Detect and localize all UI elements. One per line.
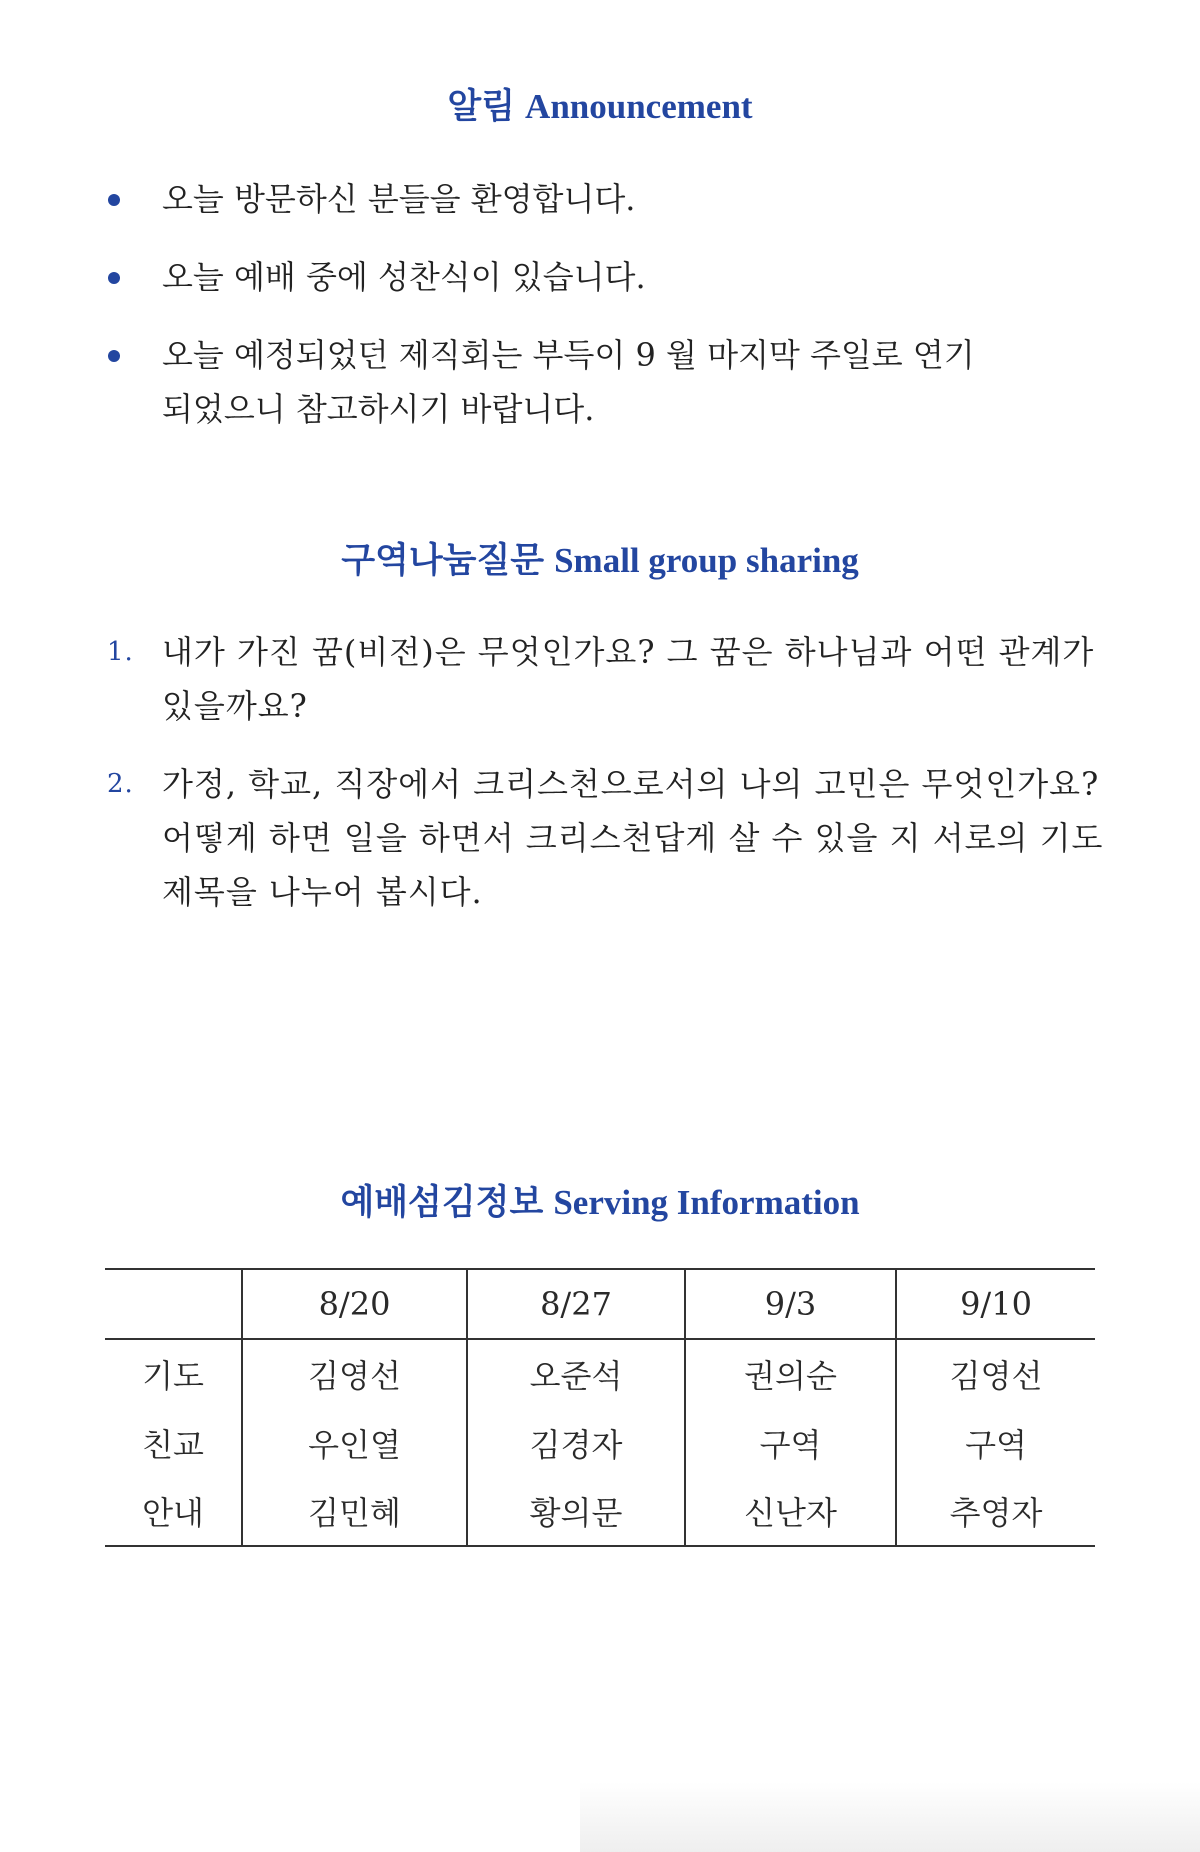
question-number: 2. xyxy=(107,769,134,799)
announcement-item xyxy=(104,250,1104,304)
sharing-title-en: Small group sharing xyxy=(554,541,859,580)
name-cell: 추영자 xyxy=(896,1477,1095,1546)
announcement-title-en: Announcement xyxy=(525,87,753,126)
table-row xyxy=(105,1477,1095,1546)
date-header: 9/3 xyxy=(685,1269,896,1339)
name-cell: 구역 xyxy=(685,1408,896,1477)
serving-title xyxy=(0,1182,1200,1224)
announcement-item-text: 오늘 예배 중에 성찬식이 있습니다. xyxy=(162,258,646,296)
table-row xyxy=(105,1408,1095,1477)
name-cell: 오준석 xyxy=(467,1339,685,1408)
sharing-title xyxy=(0,540,1200,582)
announcement-item-text: 오늘 방문하신 분들을 환영합니다. xyxy=(162,180,636,218)
page-shadow xyxy=(580,1782,1200,1852)
name-cell: 김민혜 xyxy=(242,1477,467,1546)
serving-table xyxy=(105,1268,1095,1547)
announcement-item xyxy=(104,328,982,436)
sharing-question-list xyxy=(104,625,1104,943)
name-cell: 김경자 xyxy=(467,1408,685,1477)
announcement-title xyxy=(0,86,1200,128)
date-header: 8/20 xyxy=(242,1269,467,1339)
announcement-title-ko: 알림 xyxy=(447,87,516,126)
sharing-question xyxy=(104,757,1107,919)
name-cell: 구역 xyxy=(896,1408,1095,1477)
name-cell: 우인열 xyxy=(242,1408,467,1477)
question-text: 내가 가진 꿈(비전)은 무엇인가요? 그 꿈은 하나님과 어떤 관계가 있을까요? xyxy=(162,633,1095,725)
question-number: 1. xyxy=(107,637,134,667)
table-row xyxy=(105,1339,1095,1408)
role-cell: 안내 xyxy=(142,1494,204,1532)
name-cell: 신난자 xyxy=(685,1477,896,1546)
bullet-icon xyxy=(108,350,120,362)
serving-table-header xyxy=(105,1269,1095,1339)
sharing-title-ko: 구역나눔질문 xyxy=(341,541,545,580)
date-header: 9/10 xyxy=(896,1269,1095,1339)
question-text: 가정, 학교, 직장에서 크리스천으로서의 나의 고민은 무엇인가요? 어떻게 하면 일을 하면서 크리스천답게 살 수 있을 지 서로의 기도제목을 나누어 봅시다. xyxy=(162,765,1104,911)
name-cell: 김영선 xyxy=(896,1339,1095,1408)
bullet-icon xyxy=(108,194,120,206)
announcement-item-text: 오늘 예정되었던 제직회는 부득이 9 월 마지막 주일로 연기되었으니 참고하시기 바랍니다. xyxy=(162,336,975,428)
bullet-icon xyxy=(108,272,120,284)
name-cell: 김영선 xyxy=(242,1339,467,1408)
name-cell: 권의순 xyxy=(685,1339,896,1408)
serving-title-en: Serving Information xyxy=(553,1183,860,1222)
role-cell: 친교 xyxy=(142,1425,204,1464)
serving-title-ko: 예배섬김정보 xyxy=(340,1183,544,1222)
date-header: 8/27 xyxy=(467,1269,685,1339)
sharing-question xyxy=(104,625,1102,733)
announcement-item xyxy=(104,172,1104,226)
announcement-list xyxy=(104,172,1104,460)
name-cell: 황의문 xyxy=(467,1477,685,1546)
role-header-cell xyxy=(105,1269,242,1339)
role-cell: 기도 xyxy=(142,1357,204,1395)
